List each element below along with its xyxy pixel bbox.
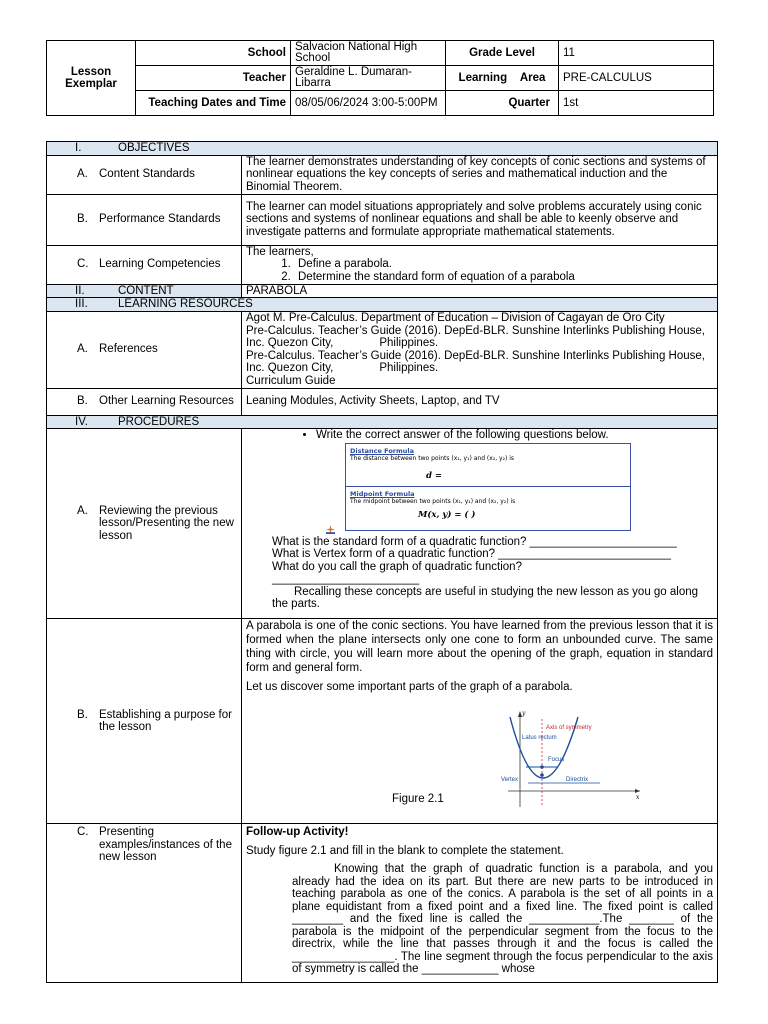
reference-text: Philippines. [379, 362, 439, 374]
references-label-cell [47, 311, 242, 388]
lesson-exemplar-title: Lesson Exemplar [47, 41, 136, 116]
fig-latus-label: Latus rectum [522, 735, 557, 741]
teacher-label: Teacher [136, 66, 291, 91]
performance-standards-text: The learner can model situations appropriately and solve problems accurately using conic sections and systems of nonlinear equations and shall be able to keenly observe and investigate patterns and formulate appropriate mathematical statements. [242, 194, 718, 245]
midpoint-formula-sub: The midpoint between two points (x₁, y₁) and (x₂, y₂) is [350, 498, 516, 505]
purpose-label: Establishing a purpose for the lesson [99, 708, 232, 733]
references-cell [242, 311, 718, 388]
fig-directrix-label: Directrix [566, 777, 588, 783]
distance-formula-sub: The distance between two points (x₁, y₁) and (x₂, y₂) is [350, 455, 515, 462]
midpoint-formula-panel [346, 487, 630, 530]
references-label: References [99, 343, 158, 356]
competencies-cell [242, 245, 718, 284]
competencies-label-cell [47, 245, 242, 284]
procedures-roman: IV. [75, 415, 89, 428]
competency-item: 2. Determine the standard form of equation of a parabola [294, 271, 713, 284]
reference-text: Pre-Calculus. Teacher’s Guide (2016). DepEd-BLR. Sunshine Interlinks Publishing House, Inc. Quezon City, [246, 324, 705, 349]
reference-line [246, 325, 713, 350]
review-question-3: What do you call the graph of quadratic function? [272, 560, 522, 573]
competency-item: 1. Define a parabola. [294, 258, 713, 271]
fig-x-label: x [636, 794, 640, 801]
performance-standards-label-cell [47, 194, 242, 245]
review-question-1: What is the standard form of a quadratic function? _______________________ [272, 535, 677, 548]
examples-letter: C. [77, 826, 89, 838]
other-resources-letter: B. [77, 395, 88, 408]
dates-label: Teaching Dates and Time [136, 91, 291, 116]
school-label: School [136, 41, 291, 66]
other-resources-label: Other Learning Resources [99, 395, 234, 408]
examples-instruction: Study figure 2.1 and fill in the blank to complete the statement. [246, 844, 564, 857]
procedures-title: PROCEDURES [118, 415, 200, 428]
parabola-figure [500, 709, 644, 809]
fig-focus-label: Focus [548, 757, 565, 763]
purpose-cell [242, 619, 718, 824]
content-value: PARABOLA [242, 284, 718, 298]
review-bullet: • Write the correct answer of the following questions below. [316, 429, 713, 442]
examples-cell [242, 824, 718, 983]
reference-line: Agot M. Pre-Calculus. Department of Education – Division of Cagayan de Oro City [246, 312, 665, 324]
review-letter: A. [77, 504, 88, 517]
references-letter: A. [77, 343, 88, 356]
review-label: Reviewing the previous lesson/Presenting the new lesson [99, 504, 234, 542]
grade-label: Grade Level [446, 41, 559, 66]
fig-vertex-label: Vertex [501, 777, 519, 783]
distance-formula-eq: d = [426, 471, 443, 481]
review-question-2: What is Vertex form of a quadratic function? ___________________________ [272, 548, 671, 560]
midpoint-formula-eq: M(x, y) = ( ) [418, 510, 476, 520]
resources-roman: III. [75, 298, 88, 310]
examples-heading: Follow-up Activity! [246, 826, 349, 838]
content-band [47, 284, 242, 298]
fig-y-label: y [522, 710, 526, 717]
quarter-value: 1st [559, 91, 714, 116]
content-roman: II. [75, 284, 85, 297]
distance-formula-panel [346, 444, 630, 487]
reference-line: Curriculum Guide [246, 374, 336, 387]
purpose-letter: B. [77, 708, 88, 721]
content-standards-letter: A. [77, 168, 88, 181]
examples-label: Presenting examples/instances of the new lesson [99, 826, 232, 863]
fig-axis-label: Axis of symmetry [546, 725, 592, 731]
performance-standards-label: Performance Standards [99, 213, 221, 226]
competencies-letter: C. [77, 258, 89, 271]
review-recall: Recalling these concepts are useful in studying the new lesson as you go along the parts. [272, 585, 699, 610]
procedures-band [47, 415, 718, 429]
review-bullet-list [246, 429, 713, 442]
midpoint-formula-title: Midpoint Formula [350, 490, 415, 498]
quarter-label: Quarter [446, 91, 559, 116]
pointer-icon [326, 525, 335, 534]
content-standards-label: Content Standards [99, 168, 195, 181]
purpose-paragraph: A parabola is one of the conic sections. You have learned from the previous lesson that it is formed when the plane intersects only one cone to form an unbounded curve. The same thing with circle, you will learn more about the opening of the graph, equation in standard form and general form. [246, 620, 713, 674]
area-value: PRE-CALCULUS [559, 66, 714, 91]
dates-value: 08/05/06/2024 3:00-5:00PM [291, 91, 446, 116]
purpose-label-cell [47, 619, 242, 824]
competencies-label: Learning Competencies [99, 258, 221, 271]
reference-line [246, 350, 713, 375]
examples-paragraph: Knowing that the graph of quadratic function is a parabola, and you already had the idea on its part. But there are new parts to be introduced in teaching parabola as one of the conics. A parabola is the set of all points in a plane equidistant from a fixed point and a fixed line. The fixed point is called ________ and the fixed line is called the ___________.The _______ of the parabola is the midpoint of the perpendicular segment from the focus to the directrix, while the line that passes through it and the focus is called the ________________. The line segment through the focus perpendicular to the axis of symmetry is called the ____________ whose [292, 863, 713, 975]
examples-label-cell [47, 824, 242, 983]
other-resources-text: Leaning Modules, Activity Sheets, Laptop, and TV [242, 388, 718, 415]
grade-value: 11 [559, 41, 714, 66]
teacher-value: Geraldine L. Dumaran-Libarra [291, 66, 446, 91]
reference-text: Philippines. [379, 337, 439, 349]
review-label-cell [47, 429, 242, 619]
competencies-list [246, 258, 713, 283]
purpose-paragraph: Let us discover some important parts of the graph of a parabola. [246, 681, 573, 693]
resources-title: LEARNING RESOURCES [118, 298, 253, 310]
review-question-3-blank: _______________________ [272, 573, 420, 585]
objectives-title: OBJECTIVES [118, 142, 190, 154]
objectives-band [47, 142, 718, 156]
performance-standards-letter: B. [77, 213, 88, 226]
area-label: Learning Area [446, 66, 559, 91]
resources-band [47, 298, 718, 312]
lesson-plan-table [46, 141, 718, 983]
header-table [46, 40, 714, 116]
distance-formula-title: Distance Formula [350, 447, 415, 455]
content-title: CONTENT [118, 284, 174, 297]
figure-caption: Figure 2.1 [392, 793, 444, 805]
content-standards-label-cell [47, 155, 242, 194]
formula-box [345, 443, 631, 531]
other-resources-label-cell [47, 388, 242, 415]
content-standards-text: The learner demonstrates understanding of key concepts of conic sections and systems of nonlinear equations the key concepts of series and mathematical induction and the Binomial Theorem. [242, 155, 718, 194]
school-value: Salvacion National High School [291, 41, 446, 66]
competencies-intro: The learners, [246, 245, 314, 258]
review-cell [242, 429, 718, 619]
reference-text: Pre-Calculus. Teacher’s Guide (2016). DepEd-BLR. Sunshine Interlinks Publishing House, Inc. Quezon City, [246, 349, 705, 374]
objectives-roman: I. [75, 142, 82, 154]
